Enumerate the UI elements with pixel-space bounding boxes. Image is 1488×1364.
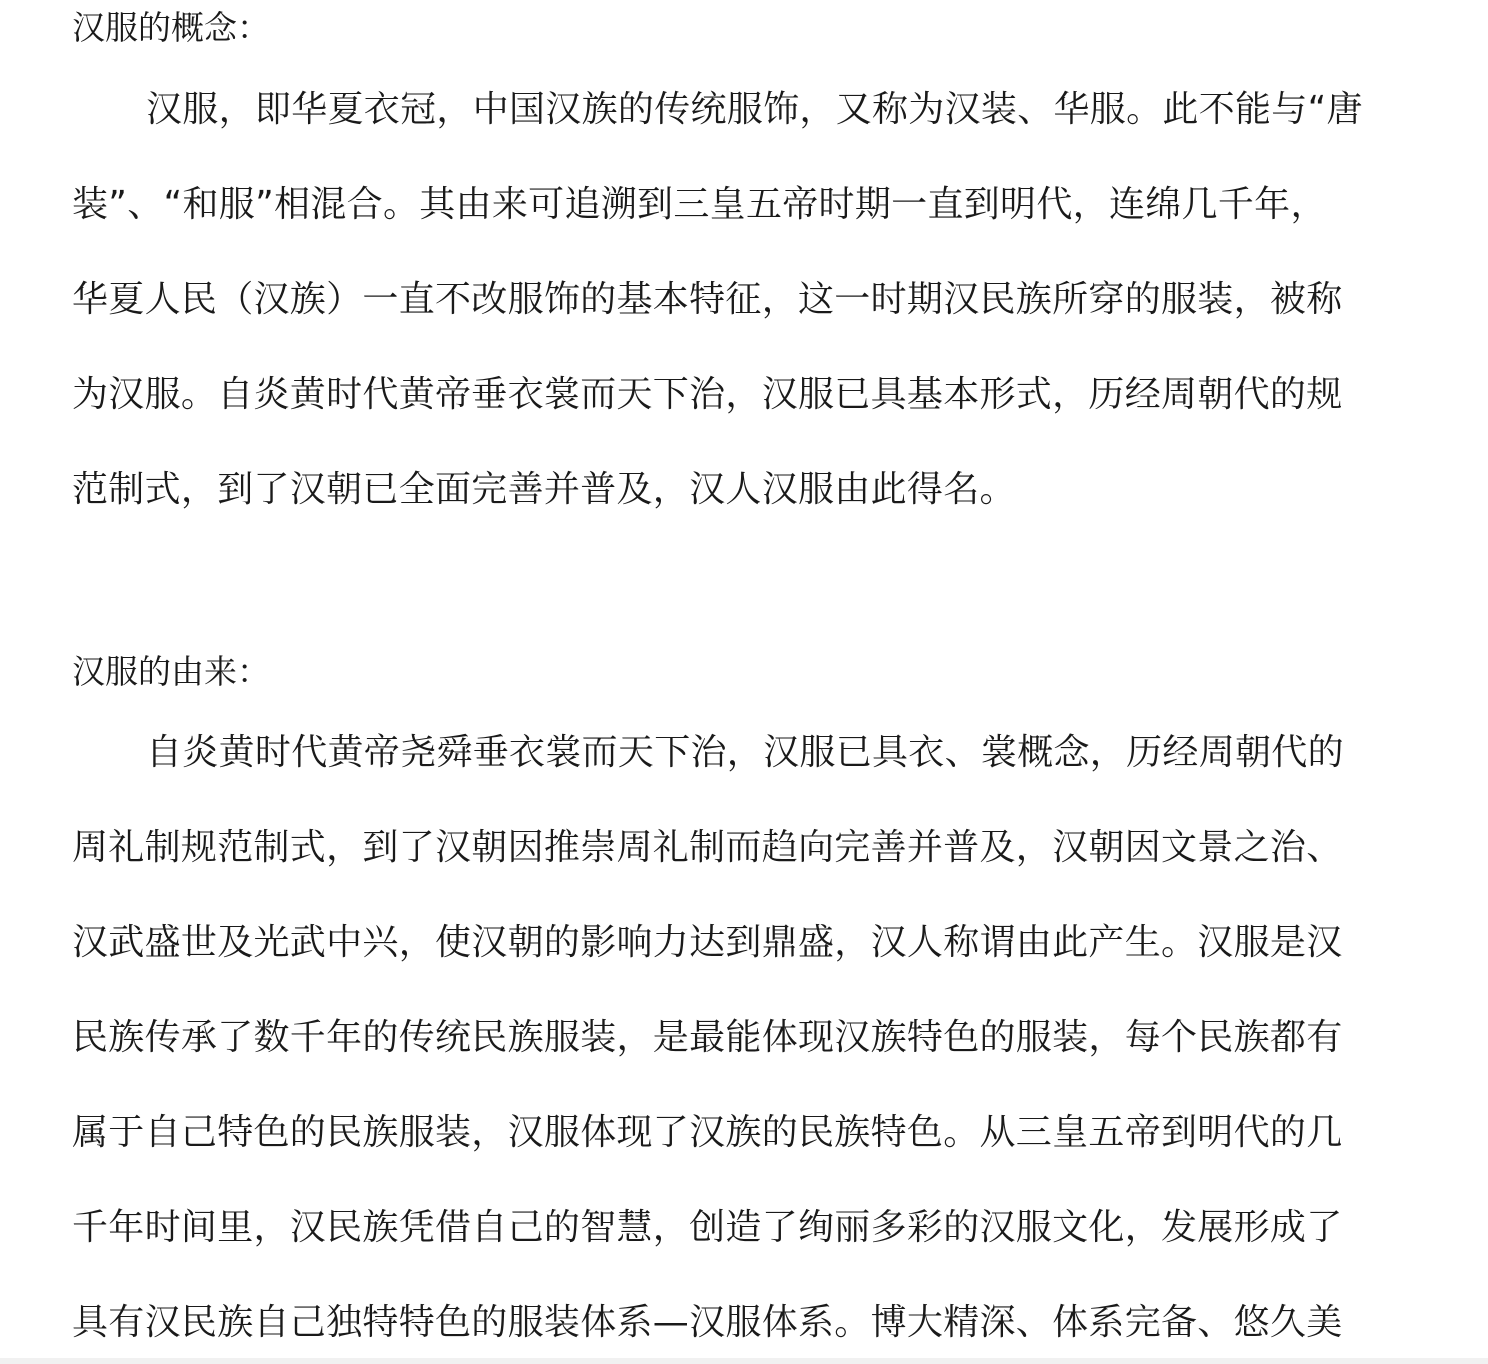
paragraph-line: 自炎黄时代黄帝尧舜垂衣裳而天下治，汉服已具衣、裳概念，历经周朝代的 bbox=[146, 732, 1344, 773]
paragraph-line: 汉武盛世及光武中兴，使汉朝的影响力达到鼎盛，汉人称谓由此产生。汉服是汉 bbox=[72, 922, 1343, 963]
paragraph-line: 汉服，即华夏衣冠，中国汉族的传统服饰，又称为汉装、华服。此不能与“唐 bbox=[146, 89, 1363, 130]
paragraph-line: 范制式，到了汉朝已全面完善并普及，汉人汉服由此得名。 bbox=[72, 469, 1016, 510]
paragraph-line: 华夏人民（汉族）一直不改服饰的基本特征，这一时期汉民族所穿的服装，被称 bbox=[72, 279, 1343, 320]
section-heading-concept: 汉服的概念： bbox=[72, 8, 270, 47]
page-bottom-edge bbox=[0, 1358, 1488, 1364]
paragraph-line: 具有汉民族自己独特特色的服装体系—汉服体系。博大精深、体系完备、悠久美 bbox=[72, 1302, 1343, 1343]
paragraph-line: 民族传承了数千年的传统民族服装，是最能体现汉族特色的服装，每个民族都有 bbox=[72, 1017, 1343, 1058]
section-heading-origin: 汉服的由来： bbox=[72, 652, 270, 691]
paragraph-line: 为汉服。自炎黄时代黄帝垂衣裳而天下治，汉服已具基本形式，历经周朝代的规 bbox=[72, 374, 1343, 415]
paragraph-line: 周礼制规范制式，到了汉朝因推崇周礼制而趋向完善并普及，汉朝因文景之治、 bbox=[72, 827, 1343, 868]
paragraph-line: 装”、“和服”相混合。其由来可追溯到三皇五帝时期一直到明代，连绵几千年， bbox=[72, 184, 1327, 225]
paragraph-line: 属于自己特色的民族服装，汉服体现了汉族的民族特色。从三皇五帝到明代的几 bbox=[72, 1112, 1343, 1153]
paragraph-line: 千年时间里，汉民族凭借自己的智慧，创造了绚丽多彩的汉服文化，发展形成了 bbox=[72, 1207, 1343, 1248]
